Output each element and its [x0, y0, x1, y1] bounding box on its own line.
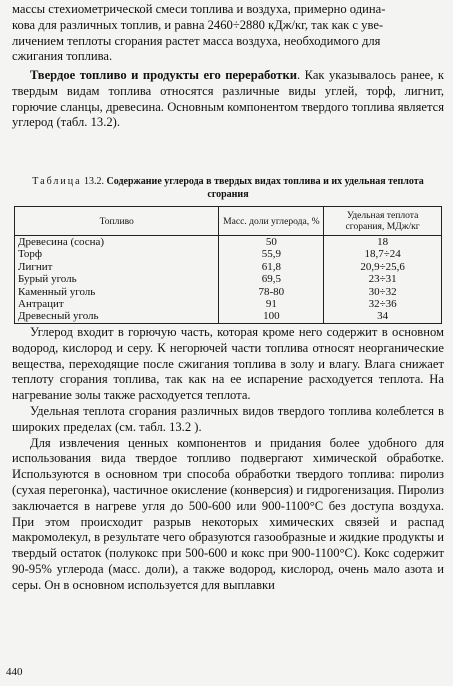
table-cell: 100 — [219, 310, 324, 323]
table-cell: Торф — [15, 248, 219, 260]
table-row — [15, 310, 442, 323]
table-cell: 91 — [219, 298, 324, 310]
paragraph: Для извлечения ценных компонентов и придания более удобного для использования вида твердое топливо подвергают химической обработке. Используются в основном три способа обработки твердого топлива: пиролиз (сухая перегонка), частичное окисление (конверсия) и гидрогенизация. Пиролиз заключается в нагреве угля до 500-600 или 900-1100°С без доступа воздуха. При этом происходит разрыв некоторых химических связей и распад макромолекул, в результате чего образуются газообразные и жидкие продукты и твердый остаток (полукокс при 500-600 и кокс при 900-1100°С). Кокс содержит 90-95% углерода (масс. доли), а также водород, кислород, очень мало азота и серы. Он в основном используется для выплавки — [12, 435, 445, 592]
table-cell: 18 — [324, 236, 442, 249]
caption-number: 13.2. — [84, 176, 105, 187]
caption-title: Содержание углерода в твердых видах топлива и их удельная теплота сгорания — [106, 176, 424, 200]
table-cell: 55,9 — [219, 248, 324, 260]
top-paragraph — [12, 2, 444, 65]
table-header-row — [15, 207, 442, 236]
table-row — [15, 298, 442, 310]
table-cell: 61,8 — [219, 261, 324, 273]
table-cell: 78-80 — [219, 286, 324, 298]
table-cell: Антрацит — [15, 298, 219, 310]
fuel-table — [14, 206, 442, 324]
table-header-cell: Удельная теплота сгорания, МДж/кг — [324, 207, 442, 236]
table-cell: 50 — [219, 236, 324, 249]
top-line: кова для различных топлив, и равна 2460÷2880 кДж/кг, так как с уве- — [12, 17, 384, 32]
top-line: личением теплоты сгорания растет масса воздуха, необходимого для — [12, 33, 381, 48]
table-cell: Каменный уголь — [15, 286, 219, 298]
table-cell: 20,9÷25,6 — [324, 261, 442, 273]
table-cell: 18,7÷24 — [324, 248, 442, 260]
table-cell: Бурый уголь — [15, 273, 219, 285]
table-cell: Лигнит — [15, 261, 219, 273]
table-cell: 23÷31 — [324, 273, 442, 285]
table-header-cell: Масс. доли углерода, % — [219, 207, 324, 236]
table-cell: Древесный уголь — [15, 310, 219, 323]
top-line: массы стехиометрической смеси топлива и воздуха, примерно одина- — [12, 2, 386, 16]
table-header-cell: Топливо — [15, 207, 219, 236]
table-row — [15, 286, 442, 298]
table-cell: 34 — [324, 310, 442, 323]
section-paragraph — [12, 68, 444, 131]
table-cell: Древесина (сосна) — [15, 236, 219, 249]
caption-prefix: Таблица — [32, 176, 82, 187]
table-row — [15, 236, 442, 249]
table-row — [15, 248, 442, 260]
table-cell: 32÷36 — [324, 298, 442, 310]
table-caption — [12, 176, 444, 201]
section-text: . Как указывалось ранее, к твердым видам топлива относятся различные виды углей, торф, лигнит, горючие сланцы, древесина. Основным компонентом твердого топлива является углерод (табл. 13.2). — [12, 68, 444, 130]
table-cell: 69,5 — [219, 273, 324, 285]
section-heading: Твердое топливо и продукты его переработки — [30, 68, 297, 82]
body-text — [12, 325, 444, 594]
paragraph: Удельная теплота сгорания различных видов твердого топлива колеблется в широких пределах (см. табл. 13.2 ). — [12, 403, 444, 434]
top-line: сжигания топлива. — [12, 49, 113, 64]
paragraph: Углерод входит в горючую часть, которая кроме него содержит в основном водород, кислород и серу. К негорючей части топлива относят неорганические вещества, переходящие после сжигания топлива в золу и влагу. Влага снижает теплоту сгорания топлива, так как на ее испарение расходуется теплота. На нагревание золы также расходуется теплота. — [12, 325, 444, 403]
table-row — [15, 261, 442, 273]
table-row — [15, 273, 442, 285]
table-cell: 30÷32 — [324, 286, 442, 298]
page-number: 440 — [6, 666, 23, 678]
